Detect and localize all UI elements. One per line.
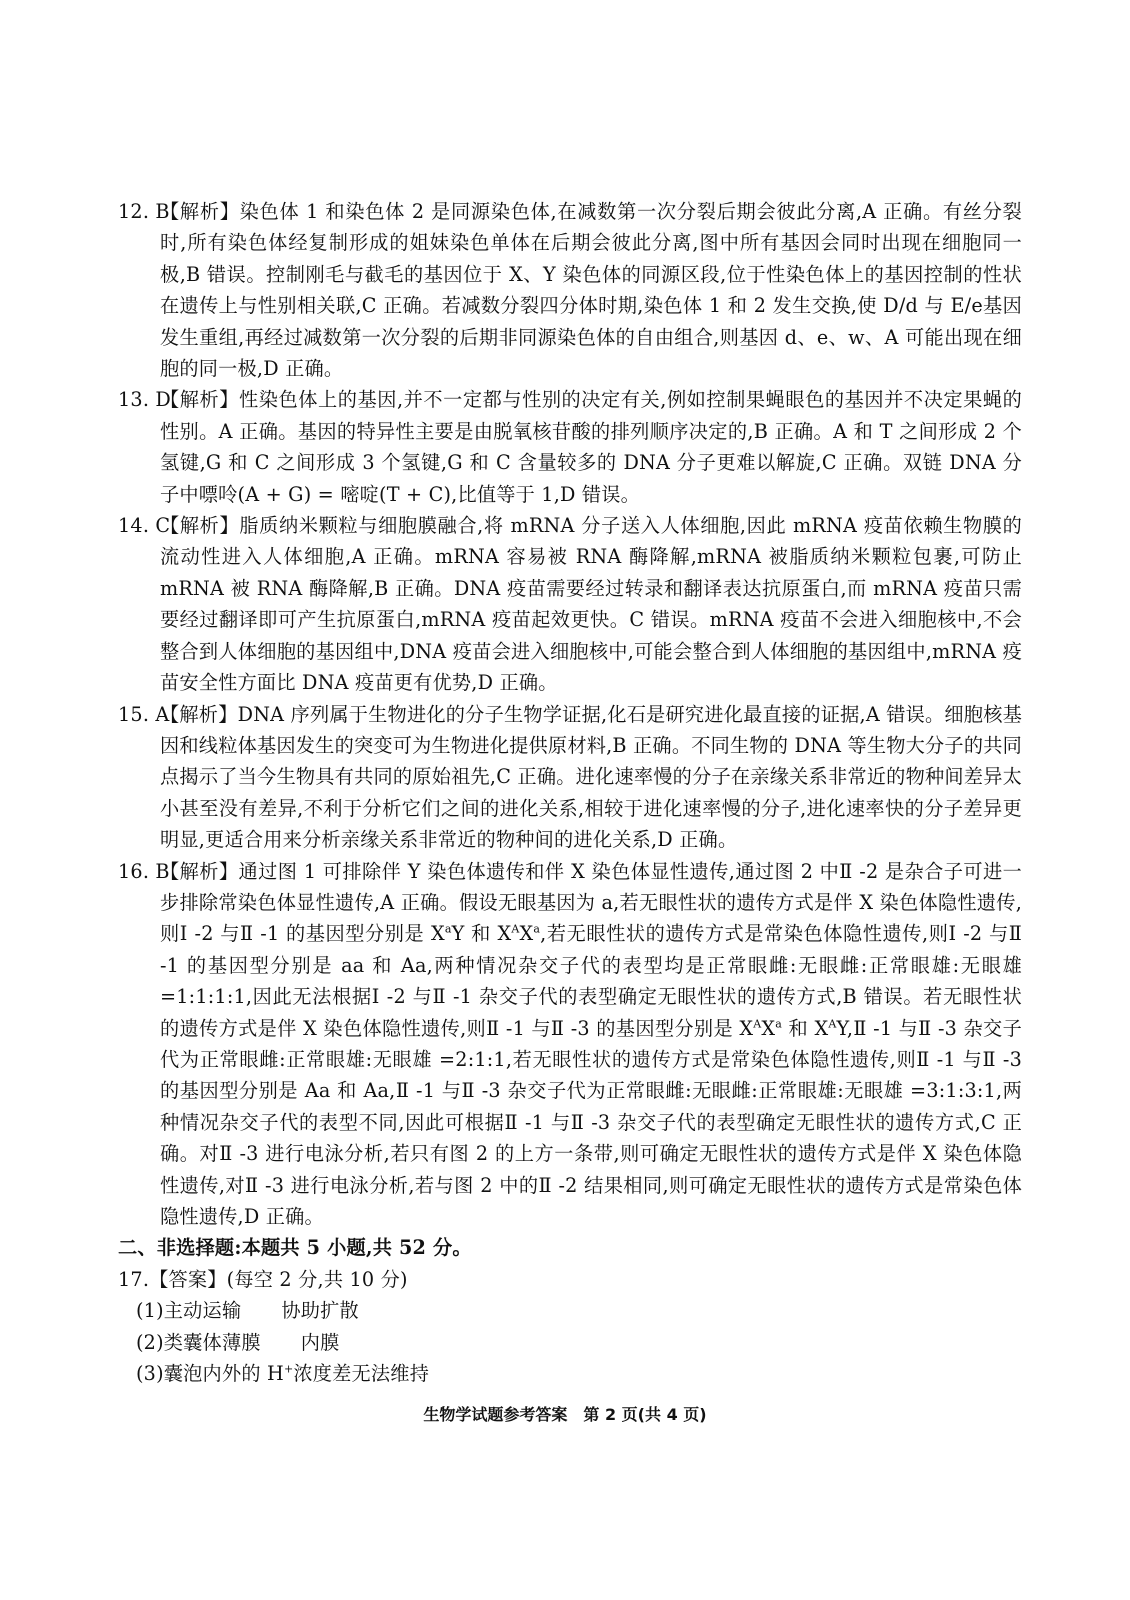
item-text: 【解析】脂质纳米颗粒与细胞膜融合,将 mRNA 分子送入人体细胞,因此 mRNA 疫苗依赖生物膜的流动性进入人体细胞,A 正确。mRNA 容易被 RNA 酶降解,mRNA 被脂质纳米颗粒包裹,可防止 mRNA 被 RNA 酶降解,B 正确。DNA 疫苗需要经过转录和翻译表达抗原蛋白,而 mRNA 疫苗只需要经过翻译即可产生抗原蛋白,mRNA 疫苗起效更快。C 错误。mRNA 疫苗不会进入细胞核中,不会整合到人体细胞的基因组中,DNA 疫苗会进入细胞核中,可能会整合到人体细胞的基因组中,mRNA 疫苗安全性方面比 DNA 疫苗更有优势,D 正确。: [160, 514, 1022, 695]
answer-blank: 主动运输: [163, 1299, 242, 1323]
answer-item-12: [118, 196, 1022, 384]
page-footer: 生物学试题参考答案 第 2 页(共 4 页): [423, 1405, 707, 1424]
answer-blank: 协助扩散: [281, 1299, 359, 1323]
item-number: 13. D: [118, 388, 171, 412]
item-text-part: 【解析】通过图 1 可排除伴 Y 染色体遗传和伴 X 染色体显性遗传,通过图 2 中Ⅱ -2 是杂合子可进一步排除常染色体显性遗传,A 正确。假设无眼基因为 a,若无眼性状的遗传方式是伴 X 染色体隐性遗传,则Ⅰ -2 与Ⅱ -1 的基因型分别是 X: [160, 859, 1022, 946]
item-text: 【解析】DNA 序列属于生物进化的分子生物学证据,化石是研究进化最直接的证据,A 错误。细胞核基因和线粒体基因发生的突变可为生物进化提供原材料,B 正确。不同生物的 DNA 等生物大分子的共同点揭示了当今生物具有共同的原始祖先,C 正确。进化速率慢的分子在亲缘关系非常近的物种间差异太小甚至没有差异,不利于分析它们之间的进化关系,相较于进化速率慢的分子,进化速率快的分子差异更明显,更适合用来分析亲缘关系非常近的物种间的进化关系,D 正确。: [160, 702, 1022, 852]
allele-superscript: a: [533, 922, 541, 936]
answer-line-1: [118, 1295, 1022, 1326]
answer-line-3: [118, 1358, 1022, 1389]
allele-superscript: A: [511, 922, 520, 936]
answer-item-13: [118, 384, 1022, 510]
allele-superscript: A: [828, 1017, 837, 1031]
answer-content: [118, 196, 1022, 1389]
item-text-part: Y 和 X: [451, 922, 512, 946]
allele-superscript: a: [775, 1017, 783, 1031]
item-text: 【解析】染色体 1 和染色体 2 是同源染色体,在减数第一次分裂后期会彼此分离,A 正确。有丝分裂时,所有染色体经复制形成的姐妹染色单体在后期会彼此分离,图中所有基因会同时出现在细胞同一极,B 错误。控制刚毛与截毛的基因位于 X、Y 染色体的同源区段,位于性染色体上的基因控制的性状在遗传上与性别相关联,C 正确。若减数分裂四分体时期,染色体 1 和 2 发生交换,使 D/d 与 E/e基因发生重组,再经过减数第一次分裂的后期非同源染色体的自由组合,则基因 d、e、w、A 可能出现在细胞的同一极,D 正确。: [160, 200, 1022, 381]
item-text-part: X: [761, 1016, 776, 1040]
answer-item-16: [118, 856, 1022, 1233]
answer-text: 浓度差无法维持: [293, 1362, 430, 1386]
answer-text: 囊泡内外的 H: [163, 1362, 284, 1386]
item-text-part: X: [519, 922, 534, 946]
answer-blank: 类囊体薄膜: [163, 1330, 261, 1354]
answer-number: (1): [136, 1299, 164, 1323]
item-number: 14. C: [118, 514, 171, 538]
item-text-part: ,若无眼性状的遗传方式是常染色体隐性遗传,则Ⅰ -2 与Ⅱ -1 的基因型分别是 aa 和 Aa,两种情况杂交子代的表型均是正常眼雌:无眼雌:正常眼雄:无眼雄 =1:1:1:1,因此无法根据Ⅰ -2 与Ⅱ -1 杂交子代的表型确定无眼性状的遗传方式,B 错误。若无眼性状的遗传方式是伴 X 染色体隐性遗传,则Ⅱ -1 与Ⅱ -3 的基因型分别是 X: [160, 922, 1022, 1040]
item-text: 【解析】性染色体上的基因,并不一定都与性别的决定有关,例如控制果蝇眼色的基因并不决定果蝇的性别。A 正确。基因的特异性主要是由脱氧核苷酸的排列顺序决定的,B 正确。A 和 T 之间形成 2 个氢键,G 和 C 之间形成 3 个氢键,G 和 C 含量较多的 DNA 分子更难以解旋,C 正确。双链 DNA 分子中嘌呤(A + G) = 嘧啶(T + C),比值等于 1,D 错误。: [160, 388, 1022, 506]
item-number: 16. B: [118, 859, 170, 883]
item-text-part: 和 X: [782, 1016, 829, 1040]
item-number: 15. A: [118, 702, 170, 726]
item-number: 12. B: [118, 200, 170, 223]
question-17-header: 17.【答案】(每空 2 分,共 10 分): [118, 1267, 408, 1291]
answer-number: (3): [136, 1362, 164, 1386]
section-heading: 二、非选择题:本题共 5 小题,共 52 分。: [118, 1236, 472, 1260]
answer-blank: 内膜: [300, 1330, 340, 1354]
answer-item-15: [118, 699, 1022, 856]
allele-superscript: A: [753, 1017, 762, 1031]
answer-line-2: [118, 1327, 1022, 1358]
ion-charge-superscript: +: [283, 1362, 294, 1376]
answer-number: (2): [136, 1330, 164, 1354]
allele-superscript: a: [444, 922, 452, 936]
item-text-part: Y,Ⅱ -1 与Ⅱ -3 杂交子代为正常眼雌:正常眼雄:无眼雄 =2:1:1,若无眼性状的遗传方式是常染色体隐性遗传,则Ⅱ -1 与Ⅱ -3 的基因型分别是 Aa 和 Aa,Ⅱ -1 与Ⅱ -3 杂交子代为正常眼雌:无眼雌:正常眼雄:无眼雄 =3:1:3:1,两种情况杂交子代的表型不同,因此可根据Ⅱ -1 与Ⅱ -3 杂交子代的表型确定无眼性状的遗传方式,C 正确。对Ⅱ -3 进行电泳分析,若只有图 2 的上方一条带,则可确定无眼性状的遗传方式是伴 X 染色体隐性遗传,对Ⅱ -3 进行电泳分析,若与图 2 中的Ⅱ -2 结果相同,则可确定无眼性状的遗传方式是常染色体隐性遗传,D 正确。: [160, 1016, 1022, 1228]
answer-item-14: [118, 510, 1022, 698]
